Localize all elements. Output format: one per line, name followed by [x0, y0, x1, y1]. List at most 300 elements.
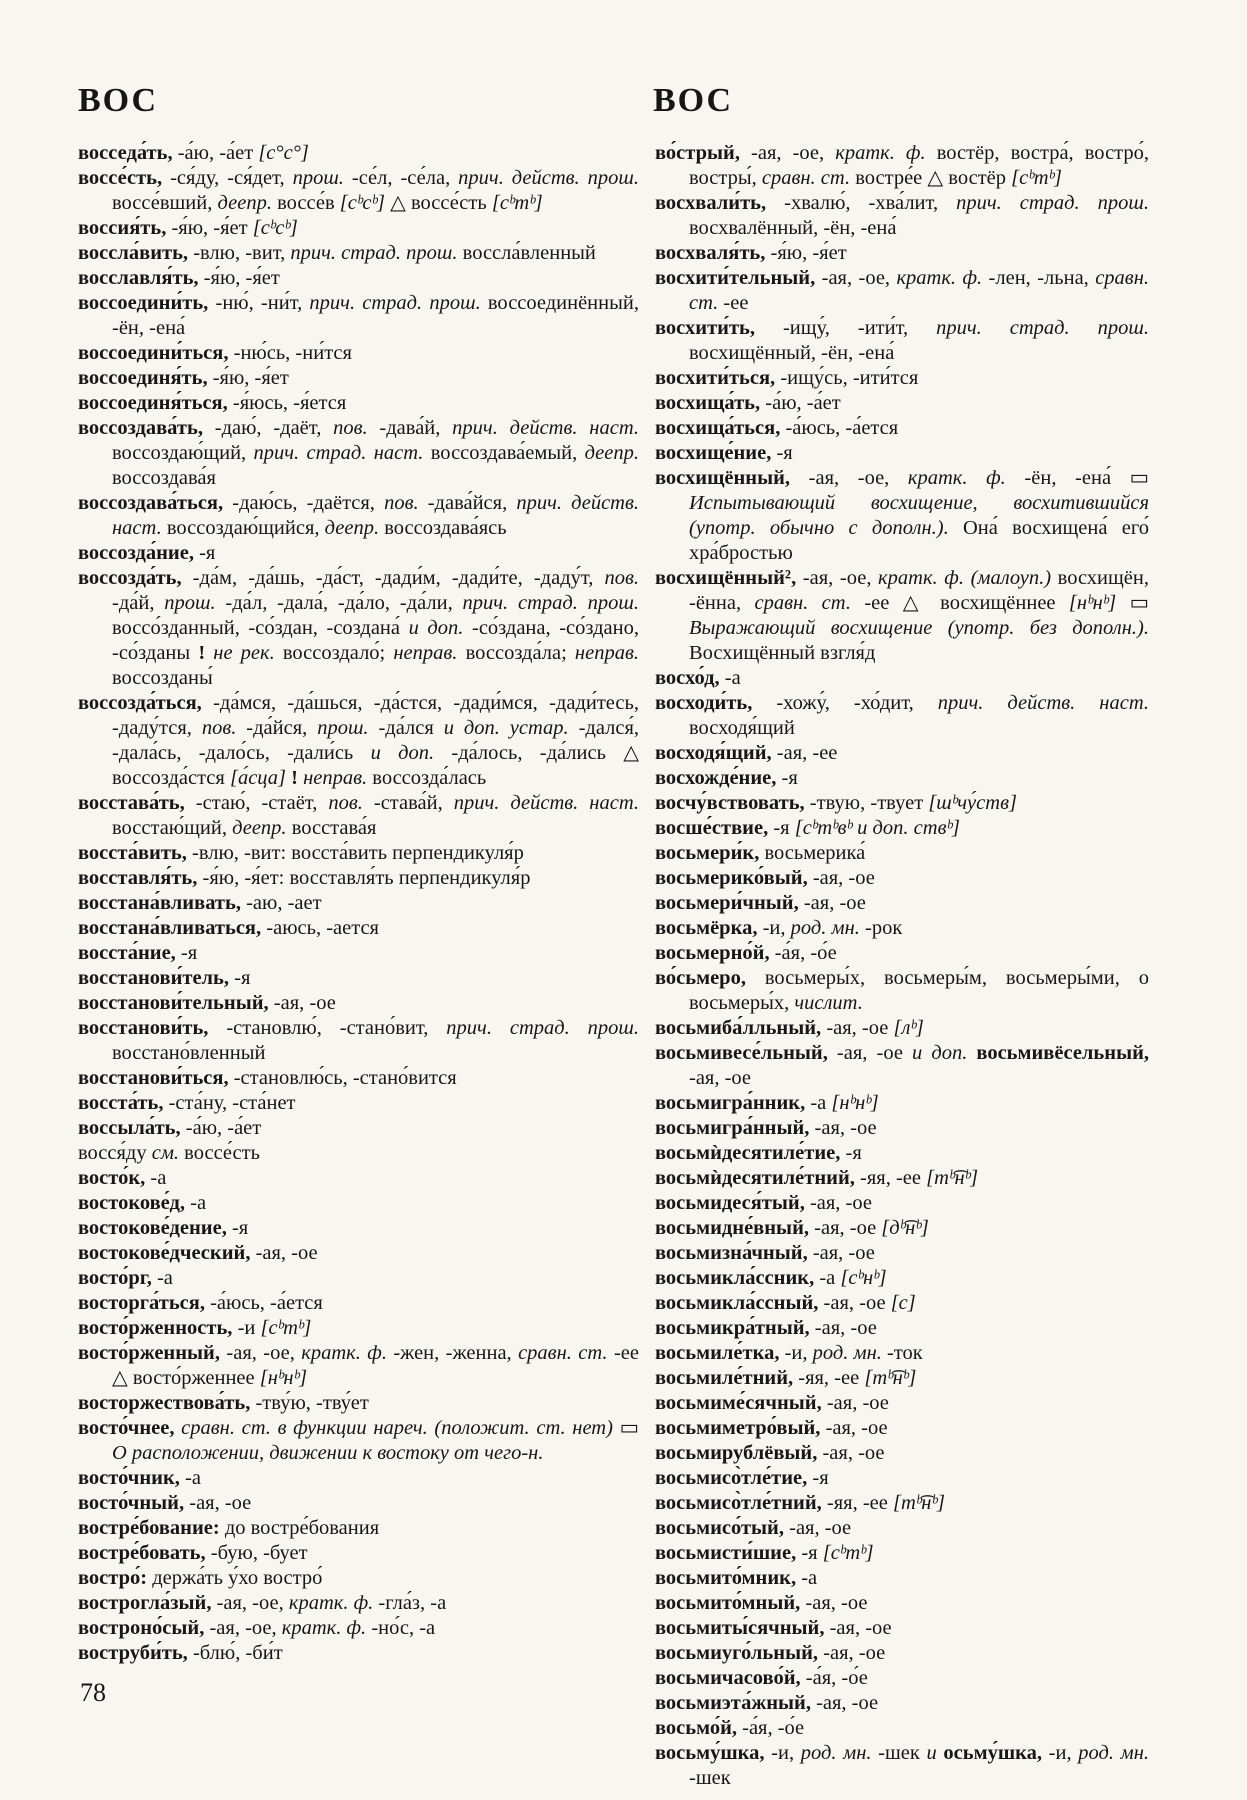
headword: воссыла́ть, — [78, 1117, 181, 1139]
grammar-label: пов. — [384, 492, 419, 514]
headword: восьмисо̀тле́тие, — [655, 1467, 808, 1489]
grammar-label: и доп. — [912, 1042, 968, 1064]
dictionary-entry — [78, 1241, 639, 1266]
entry-text: ▭ — [1116, 592, 1150, 614]
dictionary-entry — [655, 1116, 1149, 1141]
headword: востокове́дческий, — [78, 1242, 251, 1264]
entry-text: -я́ю, -я́ет — [166, 217, 253, 239]
headword: восто́чнее, — [78, 1417, 175, 1439]
entry-text: -я́ю, -я́ет — [198, 267, 280, 289]
dictionary-entry — [655, 1516, 1149, 1541]
entry-text: -со́здана, -со́здано, -со́зданы — [112, 617, 639, 664]
grammar-label: прич. действ. прош. — [458, 167, 639, 189]
headword: воссоединя́ться, — [78, 392, 228, 414]
entry-text: воссе́вший, — [112, 192, 218, 214]
dictionary-entry — [78, 941, 639, 966]
entry-text: -а — [814, 1267, 841, 1289]
headword: восторга́ться, — [78, 1292, 205, 1314]
dictionary-entry — [78, 1191, 639, 1216]
entry-text: -дава́й, — [367, 417, 453, 439]
dictionary-entry — [655, 1316, 1149, 1341]
entry-text: -аю, -ает — [240, 892, 322, 914]
dictionary-entry — [78, 166, 639, 216]
grammar-label: кратк. ф. — [301, 1342, 387, 1364]
entry-text: -я — [796, 1542, 823, 1564]
entry-text: воссоединённый, -ён, -ена́ — [112, 292, 639, 339]
dictionary-entry — [78, 391, 639, 416]
entry-text: -да́л, -дала́, -да́ло, -да́ли, — [215, 592, 463, 614]
grammar-label: род. мн. — [800, 1742, 872, 1764]
entry-text: -ню́, -ни́т, — [208, 292, 310, 314]
headword: восьмикла́ссный, — [655, 1292, 819, 1314]
entry-text: -и, — [779, 1342, 813, 1364]
headword: восьмери́к, — [655, 842, 760, 864]
grammar-label: не рек. — [205, 642, 275, 664]
entry-text: воссоздало́; — [274, 642, 394, 664]
headword: восхити́ть, — [655, 317, 755, 339]
dictionary-entry — [78, 1616, 639, 1641]
entry-text: воссозда́ла; — [457, 642, 575, 664]
headword: восьмигра́нник, — [655, 1092, 806, 1114]
entry-text: воссе́сть — [179, 1142, 260, 1164]
entry-text: -ая, -ое — [809, 1217, 882, 1239]
entry-text: восся́ду — [78, 1142, 152, 1164]
headword: восчу́вствовать, — [655, 792, 805, 814]
entry-text: воссоздава́емый, — [423, 442, 585, 464]
entry-text: восхищённый, -ён, -ена́ — [689, 342, 895, 364]
grammar-label: [сᵇтᵇ] — [491, 192, 543, 214]
headword: востокове́дение, — [78, 1217, 227, 1239]
grammar-label: прош. — [292, 167, 344, 189]
grammar-label: пов. — [333, 417, 368, 439]
entry-text: -а — [151, 1267, 173, 1289]
entry-text: -и, — [764, 1742, 801, 1764]
entry-text: -рок — [859, 917, 903, 939]
grammar-label: прич. страд. наст. — [253, 442, 424, 464]
grammar-label: [тᵇ͡нᵇ] — [864, 1367, 917, 1389]
headword: восьмиуго́льный, — [655, 1642, 819, 1664]
dictionary-entry — [655, 1041, 1149, 1091]
dictionary-entry — [655, 241, 1149, 266]
dictionary-entry — [78, 841, 639, 866]
headword: восьмисо́тый, — [655, 1517, 784, 1539]
dictionary-entry — [655, 316, 1149, 366]
grammar-label: прич. страд. прош. — [290, 242, 458, 264]
headword: восста́вить, — [78, 842, 187, 864]
grammar-label: [с] — [890, 1292, 916, 1314]
dictionary-entry — [655, 1491, 1149, 1516]
grammar-label: [сᵇтᵇ] — [822, 1542, 874, 1564]
dictionary-entry — [655, 1691, 1149, 1716]
entry-text: -ая, -ое — [268, 992, 336, 1014]
grammar-label: Выражающий восхищение (употр. без дополн.). — [689, 617, 1149, 639]
headword: восьмиба́лльный, — [655, 1017, 822, 1039]
entry-text: △ воссе́сть — [384, 192, 492, 214]
dictionary-entry — [655, 1016, 1149, 1041]
entry-text: -но́с, -а — [366, 1617, 436, 1639]
entry-text: -се́л, -се́ла, — [343, 167, 459, 189]
entry-text: -ая, -ое — [809, 1117, 877, 1139]
dictionary-entry — [655, 1366, 1149, 1391]
entry-text: -и, — [1042, 1742, 1079, 1764]
grammar-label: сравн. ст. — [761, 167, 851, 189]
headword: восше́ствие, — [655, 817, 769, 839]
entry-text: -ая, -ое, — [796, 567, 879, 589]
headword: восхваля́ть, — [655, 242, 766, 264]
dictionary-entry — [655, 1741, 1149, 1791]
dictionary-entry — [78, 341, 639, 366]
dictionary-entry — [655, 1166, 1149, 1191]
dictionary-entry — [78, 1491, 639, 1516]
headword: воструби́ть, — [78, 1642, 188, 1664]
grammar-label: сравн. ст. — [754, 592, 851, 614]
grammar-label: прош. — [164, 592, 216, 614]
dictionary-entry — [78, 1466, 639, 1491]
headword: восьмиле́тний, — [655, 1367, 794, 1389]
entry-text: -даю́сь, -даётся, — [223, 492, 385, 514]
entry-text: -и — [232, 1317, 261, 1339]
dictionary-entry — [78, 1091, 639, 1116]
grammar-label: [сᵇнᵇ] — [840, 1267, 887, 1289]
headword: восхо́д, — [655, 667, 720, 689]
entry-text: восстано́вленный — [112, 1042, 266, 1064]
grammar-label: род. мн. — [790, 917, 860, 939]
headword: восьмерно́й, — [655, 942, 770, 964]
headword: востроно́сый, — [78, 1617, 205, 1639]
headword: восходи́ть, — [655, 692, 753, 714]
headword: воссла́вить, — [78, 242, 189, 264]
headword: восьмивёсельный, — [976, 1042, 1150, 1064]
dictionary-entry — [655, 191, 1149, 241]
entry-text: восхвалённый, -ён, -ена́ — [689, 217, 897, 239]
dictionary-entry — [655, 1616, 1149, 1641]
dictionary-entry — [655, 1716, 1149, 1741]
grammar-label: прич. страд. прош. — [446, 1017, 639, 1039]
dictionary-entry — [78, 566, 639, 691]
entry-text: воссо́зданный, -со́здан, -создана́ — [112, 617, 409, 639]
grammar-label: Испытывающий восхищение, восхитившийся (употр. обычно с дополн.). — [689, 492, 1149, 539]
dictionary-entry — [655, 1566, 1149, 1591]
entry-text: -я — [768, 817, 795, 839]
entry-text: -ая, -ое — [827, 1042, 912, 1064]
headword: восьмичасово́й, — [655, 1667, 801, 1689]
grammar-label: числит. — [794, 992, 863, 1014]
entry-text: до востре́бования — [219, 1517, 380, 1539]
headword: восседа́ть, — [78, 142, 173, 164]
dictionary-entry — [655, 141, 1149, 191]
entry-text: -ая, -ое — [784, 1517, 852, 1539]
dictionary-entry — [78, 691, 639, 791]
dictionary-entry — [655, 666, 1149, 691]
headword: восьмито́мник, — [655, 1567, 797, 1589]
entry-text: воссозданы́ — [112, 667, 213, 689]
entry-text: -я́юсь, -я́ется — [227, 392, 347, 414]
entry-text: -ён, -ена́ ▭ — [1005, 467, 1150, 489]
entry-text: -да́й, — [112, 592, 165, 614]
grammar-label: [а́сца] — [229, 767, 287, 789]
headword: восьмито́мный, — [655, 1592, 801, 1614]
dictionary-entry — [655, 566, 1149, 666]
dictionary-entry — [655, 391, 1149, 416]
entry-text: -а́я, -о́е — [800, 1667, 868, 1689]
dictionary-entry — [78, 1341, 639, 1391]
entry-text: -ста́ну, -ста́нет — [163, 1092, 296, 1114]
entry-text: -ая, -ее — [771, 742, 838, 764]
grammar-label: [шᵇчу́ств] — [928, 792, 1017, 814]
entry-text: -становлю́, -стано́вит, — [208, 1017, 447, 1039]
headword: востокове́д, — [78, 1192, 186, 1214]
headword: восьмизна́чный, — [655, 1242, 808, 1264]
headword: восьмѝдесятиле́тний, — [655, 1167, 855, 1189]
entry-text: -влю, -вит, — [188, 242, 291, 264]
grammar-label: сравн. ст. — [689, 267, 1149, 314]
grammar-label: прич. страд. прош. — [462, 592, 640, 614]
headword: восьмидеся́тый, — [655, 1192, 805, 1214]
grammar-label: пов. — [201, 717, 237, 739]
entry-text: -да́м, -да́шь, -да́ст, -дади́м, -дади́те, -даду́т, — [181, 567, 605, 589]
entry-text: -ая, -ое — [807, 1242, 875, 1264]
entry-text: -я — [771, 442, 793, 464]
entry-text: -ая, -ое — [184, 1492, 252, 1514]
headword: восьмо́й, — [655, 1717, 737, 1739]
entry-text: -я — [229, 967, 251, 989]
headword: восста́ние, — [78, 942, 176, 964]
dictionary-entry — [78, 1141, 639, 1166]
entry-text: -ая, -ое — [820, 1417, 888, 1439]
entry-text: -жен, -женна, — [386, 1342, 519, 1364]
entry-text: -да́лось, -да́лись △ воссозда́стся — [112, 742, 639, 789]
dictionary-entry — [655, 1541, 1149, 1566]
dictionary-entry — [78, 1216, 639, 1241]
entry-text: востре́е △ востёр — [850, 167, 1012, 189]
grammar-label: прич. страд. прош. — [956, 192, 1149, 214]
entry-text: -даю́, -даёт, — [202, 417, 334, 439]
grammar-label: кратк. ф. — [907, 467, 1006, 489]
headword: восьмиме́сячный, — [655, 1392, 822, 1414]
dictionary-entry — [78, 991, 639, 1016]
dictionary-entry — [655, 1466, 1149, 1491]
entry-text: -я́ю, -я́ет — [765, 242, 847, 264]
grammar-label: род. мн. — [812, 1342, 882, 1364]
headword: во́стрый, — [655, 142, 740, 164]
dictionary-entry — [78, 1591, 639, 1616]
entry-text: -я́ю, -я́ет — [207, 367, 289, 389]
dictionary-entry — [655, 866, 1149, 891]
grammar-label: [нᵇнᵇ] — [1068, 592, 1117, 614]
headword: воссоздава́ться, — [78, 492, 224, 514]
entry-text: -ее △ восто́рженнее — [112, 1342, 639, 1389]
entry-text: -а — [185, 1192, 207, 1214]
entry-text: -я́ю, -я́ет: восставля́ть перпендикуля́р — [197, 867, 531, 889]
grammar-label: и доп. — [408, 617, 464, 639]
dictionary-entry — [78, 966, 639, 991]
entry-text: -да́лся — [368, 717, 444, 739]
entry-text: восстаю́щий, — [112, 817, 233, 839]
grammar-label: [сᵇтᵇ] — [260, 1317, 312, 1339]
dictionary-entry — [655, 1391, 1149, 1416]
entry-text: -ая, -ое — [807, 867, 875, 889]
entry-text: востёр, востра́, востро́, востры́, — [689, 142, 1149, 189]
entry-text: -а́юсь, -а́ется — [780, 417, 899, 439]
entry-text: -дался́, -дала́сь, -дало́сь, -дали́сь — [112, 717, 639, 764]
headword: восьмиметро́вый, — [655, 1417, 821, 1439]
headword: восто́к, — [78, 1167, 146, 1189]
dictionary-entry — [655, 841, 1149, 866]
grammar-label: пов. — [328, 792, 363, 814]
entry-text: -ая, -ое, — [739, 142, 836, 164]
headword: воссозда́ться, — [78, 692, 202, 714]
dictionary-entry — [78, 1291, 639, 1316]
headword: восьмикра́тный, — [655, 1317, 810, 1339]
grammar-label: род. мн. — [1078, 1742, 1150, 1764]
headword: осьму́шка, — [943, 1742, 1043, 1764]
headword: восста́ть, — [78, 1092, 164, 1114]
grammar-label: (малоуп.) — [970, 567, 1052, 589]
headword: восставля́ть, — [78, 867, 198, 889]
entry-text: восьмеры́х, восьмеры́м, восьмеры́ми, о восьмеры́х, — [689, 967, 1149, 1014]
headword: восьмѝдесятиле́тие, — [655, 1142, 841, 1164]
entry-text: воссла́вленный — [457, 242, 596, 264]
entry-text: -я — [776, 767, 798, 789]
entry-text: -ню́сь, -ни́тся — [228, 342, 352, 364]
headword: восхити́тельный, — [655, 267, 816, 289]
entry-text: -а́я, -о́е — [769, 942, 837, 964]
grammar-label: [сᵇтᵇвᵇ и доп. ствᵇ] — [794, 817, 960, 839]
entry-text: -ая, -ое — [817, 1442, 885, 1464]
entry-text: восстава́я — [286, 817, 377, 839]
dictionary-entry — [655, 741, 1149, 766]
entry-text: -ая, -ое, — [204, 1617, 282, 1639]
entry-text: -тву́ю, -тву́ет — [250, 1392, 369, 1414]
entry-text: -а́ю, -а́ет — [172, 142, 259, 164]
entry-text: -ся́ду, -ся́дет, — [162, 167, 293, 189]
headword: восьмисо̀тле́тний, — [655, 1492, 822, 1514]
headword: восхищённый, — [655, 467, 791, 489]
grammar-label: деепр. — [232, 817, 287, 839]
dictionary-entry — [655, 416, 1149, 441]
dictionary-entry — [78, 1566, 639, 1591]
grammar-label: сравн. ст. — [518, 1342, 608, 1364]
grammar-label: кратк. ф. — [878, 567, 964, 589]
entry-text: -ая, -ое, — [815, 267, 897, 289]
entry-text: -ая, -ое — [804, 1192, 872, 1214]
entry-text: -а — [179, 1467, 201, 1489]
entry-text: -ток — [881, 1342, 923, 1364]
entry-text: -я — [193, 542, 216, 564]
grammar-label: деепр. — [217, 192, 272, 214]
entry-text: -хожу́, -хо́дит, — [752, 692, 938, 714]
entry-text: -ищу́, -ити́т, — [755, 317, 937, 339]
dictionary-entry — [655, 916, 1149, 941]
headword: воссия́ть, — [78, 217, 167, 239]
headword: восьмерико́вый, — [655, 867, 808, 889]
grammar-label: кратк. ф. — [281, 1617, 367, 1639]
grammar-label: прич. страд. прош. — [309, 292, 481, 314]
headword: воссоздава́ть, — [78, 417, 203, 439]
grammar-label: сравн. ст. в функции нареч. (положит. ст. нет) — [174, 1417, 613, 1439]
entry-text: -шек — [689, 1767, 731, 1789]
entry-text: -твую, -твует — [804, 792, 929, 814]
headword: восхити́ться, — [655, 367, 776, 389]
dictionary-entry — [78, 416, 639, 491]
entry-text: -стаю́, -стаёт, — [184, 792, 329, 814]
entry-text: -а — [805, 1092, 832, 1114]
entry-text: восьмерика́ — [759, 842, 866, 864]
entry-text: -ая, -ое — [818, 1642, 886, 1664]
dictionary-entry — [655, 891, 1149, 916]
dictionary-entry — [655, 766, 1149, 791]
grammar-label: [сᵇсᵇ] — [252, 217, 298, 239]
entry-text: -ищу́сь, -ити́тся — [775, 367, 919, 389]
entry-text: -ая, -ое — [809, 1317, 877, 1339]
headword: востро́: — [78, 1567, 148, 1589]
dictionary-entry — [655, 441, 1149, 466]
dictionary-entry — [78, 491, 639, 541]
entry-text: -а́ю, -а́ет — [760, 392, 841, 414]
headword: восхища́ть, — [655, 392, 761, 414]
entry-text: воссоздава́ясь — [379, 517, 507, 539]
headword: воссоединя́ть, — [78, 367, 208, 389]
running-head-right: ВОС — [653, 82, 734, 119]
dictionary-entry — [655, 966, 1149, 1016]
entry-text: -да́мся, -да́шься, -да́стся, -дади́мся, -дади́тесь, -даду́тся, — [112, 692, 639, 739]
headword: восьмиэта́жный, — [655, 1692, 811, 1714]
grammar-label: неправ. — [393, 642, 458, 664]
grammar-label: и — [926, 1742, 937, 1764]
grammar-label: деепр. — [324, 517, 380, 539]
entry-text: -бую, -бует — [205, 1542, 308, 1564]
headword: воссозда́ть, — [78, 567, 182, 589]
entry-text: -яя, -ее — [854, 1167, 927, 1189]
grammar-label: [нᵇнᵇ] — [259, 1367, 308, 1389]
headword: восхожде́ние, — [655, 767, 777, 789]
page-number: 78 — [80, 1678, 106, 1707]
grammar-label: [тᵇ͡нᵇ] — [926, 1167, 979, 1189]
grammar-label: и доп. — [370, 742, 435, 764]
headword: ! — [198, 642, 206, 664]
entry-text: Восхищённый взгля́д — [689, 642, 876, 664]
headword: восстана́вливать, — [78, 892, 241, 914]
entry-text: -а́юсь, -а́ется — [204, 1292, 323, 1314]
entry-text: -ая, -ое — [250, 1242, 318, 1264]
headword: воссе́сть, — [78, 167, 163, 189]
dictionary-entry — [655, 1141, 1149, 1166]
entry-text: -ая, -ое — [818, 1292, 891, 1314]
entry-text: -блю́, -би́т — [187, 1642, 283, 1664]
dictionary-entry — [655, 691, 1149, 741]
headword: восхищённый², — [655, 567, 797, 589]
dictionary-entry — [78, 541, 639, 566]
headword: восторжествова́ть, — [78, 1392, 251, 1414]
dictionary-entry — [78, 1641, 639, 1666]
entry-text: -дава́йся, — [418, 492, 517, 514]
dictionary-entry — [655, 816, 1149, 841]
grammar-label: см. — [151, 1142, 180, 1164]
dictionary-entry — [655, 791, 1149, 816]
dictionary-entry — [78, 916, 639, 941]
entry-text: -я — [226, 1217, 249, 1239]
dictionary-entry — [78, 141, 639, 166]
dictionary-entry — [78, 1316, 639, 1341]
dictionary-entry — [655, 1641, 1149, 1666]
headword: ! — [291, 767, 298, 789]
headword: во́сьмеро, — [655, 967, 746, 989]
grammar-label: прич. действ. наст. — [937, 692, 1150, 714]
grammar-label: [лᵇ] — [893, 1017, 924, 1039]
entry-text: -а — [796, 1567, 818, 1589]
entry-text: -ая, -ое — [689, 1067, 752, 1089]
right-column — [655, 141, 1149, 1791]
